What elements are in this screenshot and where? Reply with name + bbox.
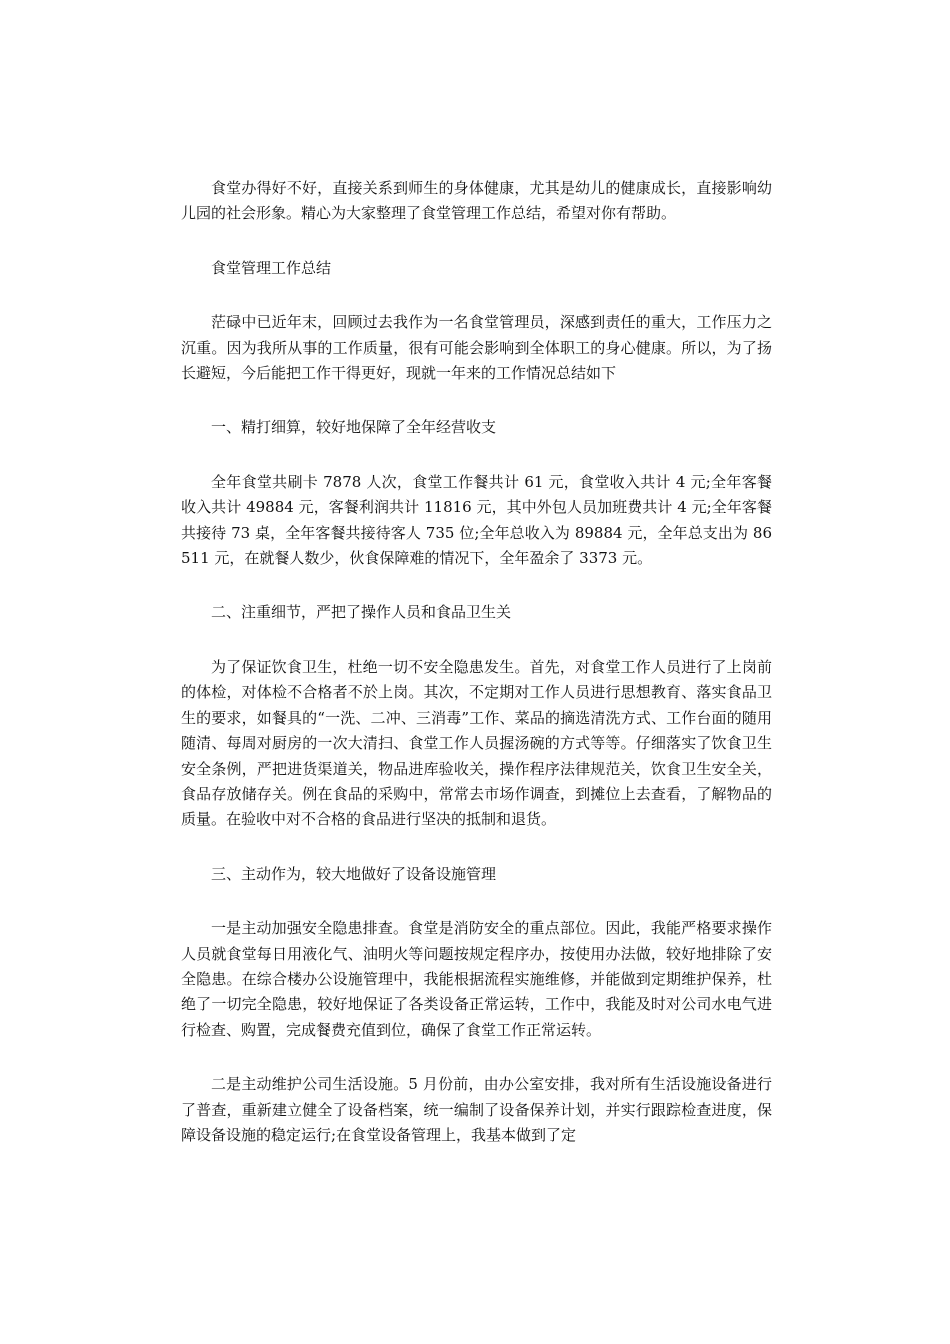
section-2-body: 为了保证饮食卫生，杜绝一切不安全隐患发生。首先，对食堂工作人员进行了上岗前的体检，对体检不合格者不於上岗。其次，不定期对工作人员进行思想教育、落实食品卫生的要求，如餐具的“一洗、二冲、三消毒”工作、菜品的摘选清洗方式、工作台面的随用随清、每周对厨房的一次大清扫、食堂工作人员握汤碗的方式等等。仔细落实了饮食卫生安全条例，严把进货渠道关，物品进库验收关，操作程序法律规范关，饮食卫生安全关，食品存放储存关。例在食品的采购中，常常去市场作调查，到摊位上去查看，了解物品的质量。在验收中对不合格的食品进行坚决的抵制和退货。 [181,657,772,829]
section-1-body: 全年食堂共刷卡 7878 人次，食堂工作餐共计 61 元，食堂收入共计 4 元;全年客餐收入共计 49884 元，客餐利润共计 11816 元，其中外包人员加班费共计 4 元;全年客餐共接待 73 桌，全年客餐共接待客人 735 位;全年总收入为 89884 元，全年总支出为 86511 元，在就餐人数少，伙食保障难的情况下，全年盈余了 3373 元。 [181,472,772,568]
section-3-body-1: 一是主动加强安全隐患排查。食堂是消防安全的重点部位。因此，我能严格要求操作人员就食堂每日用液化气、油明火等问题按规定程序办，按使用办法做，较好地排除了安全隐患。在综合楼办公设施管理中，我能根据流程实施维修，并能做到定期维护保养，杜绝了一切完全隐患，较好地保证了各类设备正常运转，工作中，我能及时对公司水电气进行检查、购置，完成餐费充值到位，确保了食堂工作正常运转。 [181,919,772,1039]
section-2-heading: 二、注重细节，严把了操作人员和食品卫生关 [211,603,512,622]
document-page [181,176,772,1177]
document-title: 食堂管理工作总结 [211,258,332,277]
opening-paragraph: 茫碌中已近年末，回顾过去我作为一名食堂管理员，深感到责任的重大，工作压力之沉重。因为我所从事的工作质量，很有可能会影响到全体职工的身心健康。所以，为了扬长避短，今后能把工作干得更好，现就一年来的工作情况总结如下 [181,313,772,383]
section-3-heading: 三、主动作为，较大地做好了设备设施管理 [211,864,497,883]
section-3-body-2: 二是主动维护公司生活设施。5 月份前，由办公室安排，我对所有生活设施设备进行了普查，重新建立健全了设备档案，统一编制了设备保养计划，并实行跟踪检查进度，保障设备设施的稳定运行;在食堂设备管理上，我基本做到了定 [181,1075,772,1144]
intro-paragraph: 食堂办得好不好，直接关系到师生的身体健康，尤其是幼儿的健康成长，直接影响幼儿园的社会形象。精心为大家整理了食堂管理工作总结，希望对你有帮助。 [181,179,772,223]
section-1-heading: 一、精打细算，较好地保障了全年经营收支 [211,418,497,437]
